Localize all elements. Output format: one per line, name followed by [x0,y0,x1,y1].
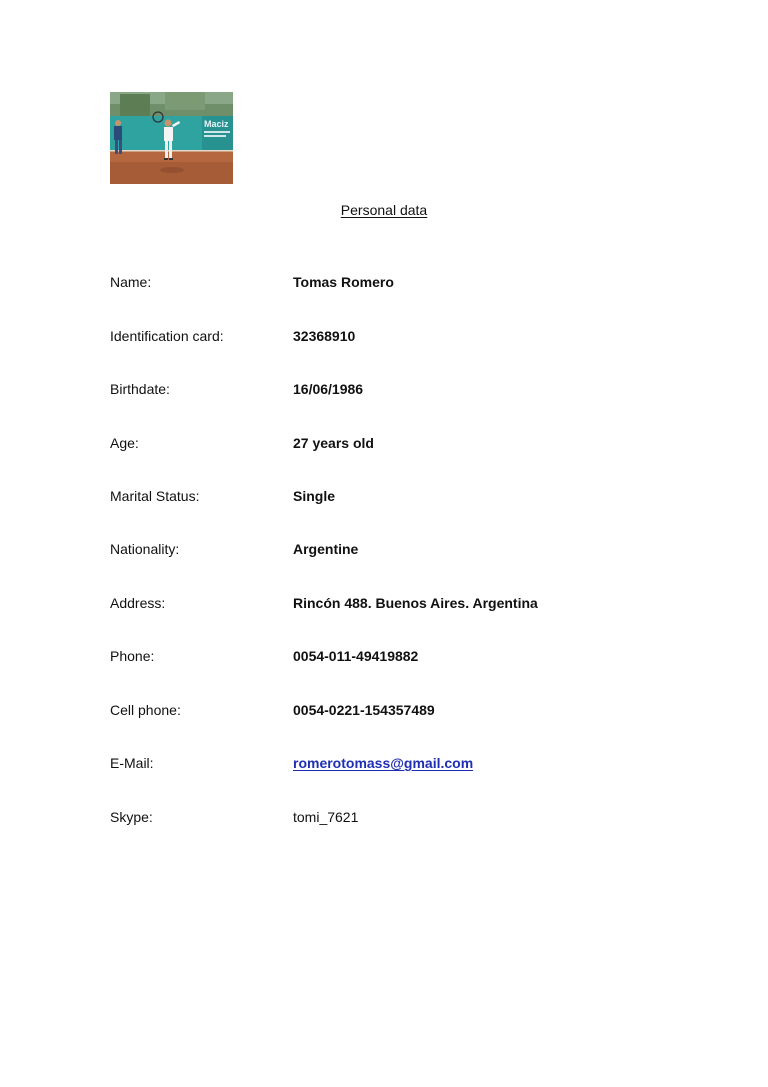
id-card-label: Identification card: [110,328,224,344]
address-label: Address: [110,595,166,611]
birthdate-value: 16/06/1986 [293,381,364,397]
phone-label: Phone: [110,648,155,664]
field-row-nationality [110,539,670,559]
cell-phone-value: 0054-0221-154357489 [293,702,435,718]
field-row-marital [110,486,670,506]
field-row-email [110,753,670,773]
cell-phone-label: Cell phone: [110,702,181,718]
field-row-id [110,326,670,346]
id-card-value: 32368910 [293,328,356,344]
marital-status-label: Marital Status: [110,488,200,504]
field-row-skype [110,807,670,827]
address-value: Rincón 488. Buenos Aires. Argentina [293,595,538,611]
age-label: Age: [110,435,139,451]
field-row-phone [110,646,670,666]
age-value: 27 years old [293,435,374,451]
nationality-label: Nationality: [110,541,180,557]
field-row-age [110,433,670,453]
field-row-address [110,593,670,613]
field-row-name [110,272,670,292]
banner-sign-text: Maciz [204,119,229,129]
marital-status-value: Single [293,488,336,504]
phone-value: 0054-011-49419882 [293,648,419,664]
email-link[interactable]: romerotomass@gmail.com [293,755,474,771]
email-label: E-Mail: [110,755,154,771]
field-row-cell [110,700,670,720]
name-value: Tomas Romero [293,274,394,290]
section-title: Personal data [340,202,428,218]
field-row-birthdate [110,379,670,399]
skype-label: Skype: [110,809,153,825]
profile-photo [110,92,233,184]
name-label: Name: [110,274,152,290]
skype-value: tomi_7621 [293,809,359,825]
nationality-value: Argentine [293,541,359,557]
birthdate-label: Birthdate: [110,381,170,397]
